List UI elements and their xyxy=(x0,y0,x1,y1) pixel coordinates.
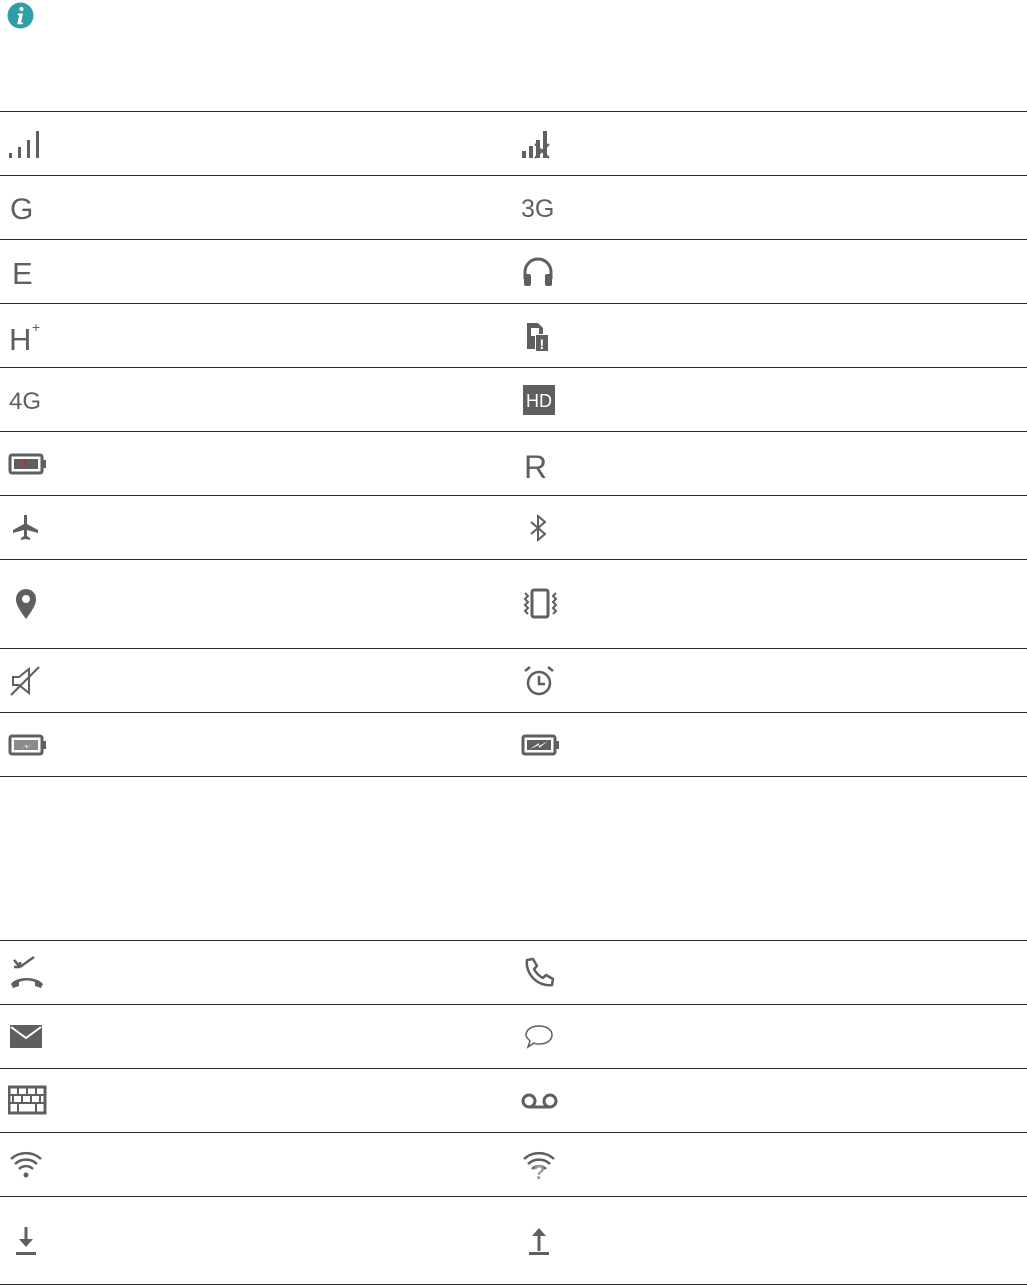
hd-glyph: HD xyxy=(526,390,552,411)
airplane-mode-icon xyxy=(8,511,44,545)
network-3g-icon xyxy=(521,191,561,225)
table-row xyxy=(0,713,1027,777)
question-glyph: ? xyxy=(533,1161,546,1182)
battery-fast-charging-icon xyxy=(521,728,561,762)
h-glyph: H xyxy=(9,321,32,353)
table-row xyxy=(0,1197,1027,1285)
call-in-progress-icon xyxy=(521,956,557,990)
missed-call-icon xyxy=(8,956,48,990)
input-method-keyboard-icon xyxy=(8,1084,48,1118)
table-row xyxy=(0,941,1027,1005)
notification-icons-table xyxy=(0,940,1027,1285)
roaming-icon xyxy=(521,447,557,481)
wifi-no-internet-icon xyxy=(521,1148,557,1182)
wifi-icon xyxy=(8,1148,44,1182)
table-row xyxy=(0,1005,1027,1069)
info-note-icon xyxy=(7,2,34,29)
silent-mode-icon xyxy=(8,664,44,698)
battery-charging-icon xyxy=(8,728,48,762)
table-row xyxy=(0,368,1027,432)
bluetooth-icon xyxy=(521,511,557,545)
uploading-icon xyxy=(521,1224,557,1258)
e-glyph: E xyxy=(12,255,33,289)
no-signal-icon xyxy=(521,127,557,161)
hd-voice-icon xyxy=(521,383,557,417)
alarm-icon xyxy=(521,664,557,698)
table-row xyxy=(0,432,1027,496)
table-row xyxy=(0,496,1027,560)
3g-glyph: 3G xyxy=(521,194,555,223)
4g-glyph: 4G xyxy=(9,387,42,415)
vibrate-mode-icon xyxy=(521,587,561,621)
exclaim-glyph: ! xyxy=(539,335,545,352)
table-row xyxy=(0,176,1027,240)
table-row xyxy=(0,1069,1027,1133)
downloading-icon xyxy=(8,1224,44,1258)
location-icon xyxy=(8,587,44,621)
table-row xyxy=(0,649,1027,713)
plus-glyph: + xyxy=(32,318,41,335)
network-e-icon xyxy=(8,255,44,289)
battery-low-icon xyxy=(8,447,48,481)
g-glyph: G xyxy=(10,192,34,225)
signal-strength-icon xyxy=(8,127,44,161)
network-h-plus-icon xyxy=(8,319,44,353)
table-row xyxy=(0,560,1027,649)
table-row xyxy=(0,1133,1027,1197)
table-row xyxy=(0,240,1027,304)
network-4g-icon xyxy=(8,383,48,417)
table-row xyxy=(0,112,1027,176)
voicemail-icon xyxy=(521,1084,561,1118)
new-email-icon xyxy=(8,1020,48,1054)
no-sim-card-icon xyxy=(521,319,557,353)
network-g-icon xyxy=(8,191,44,225)
table-row xyxy=(0,304,1027,368)
new-message-icon xyxy=(521,1020,557,1054)
r-glyph: R xyxy=(524,448,548,481)
headset-icon xyxy=(521,255,557,289)
status-icons-table xyxy=(0,111,1027,777)
